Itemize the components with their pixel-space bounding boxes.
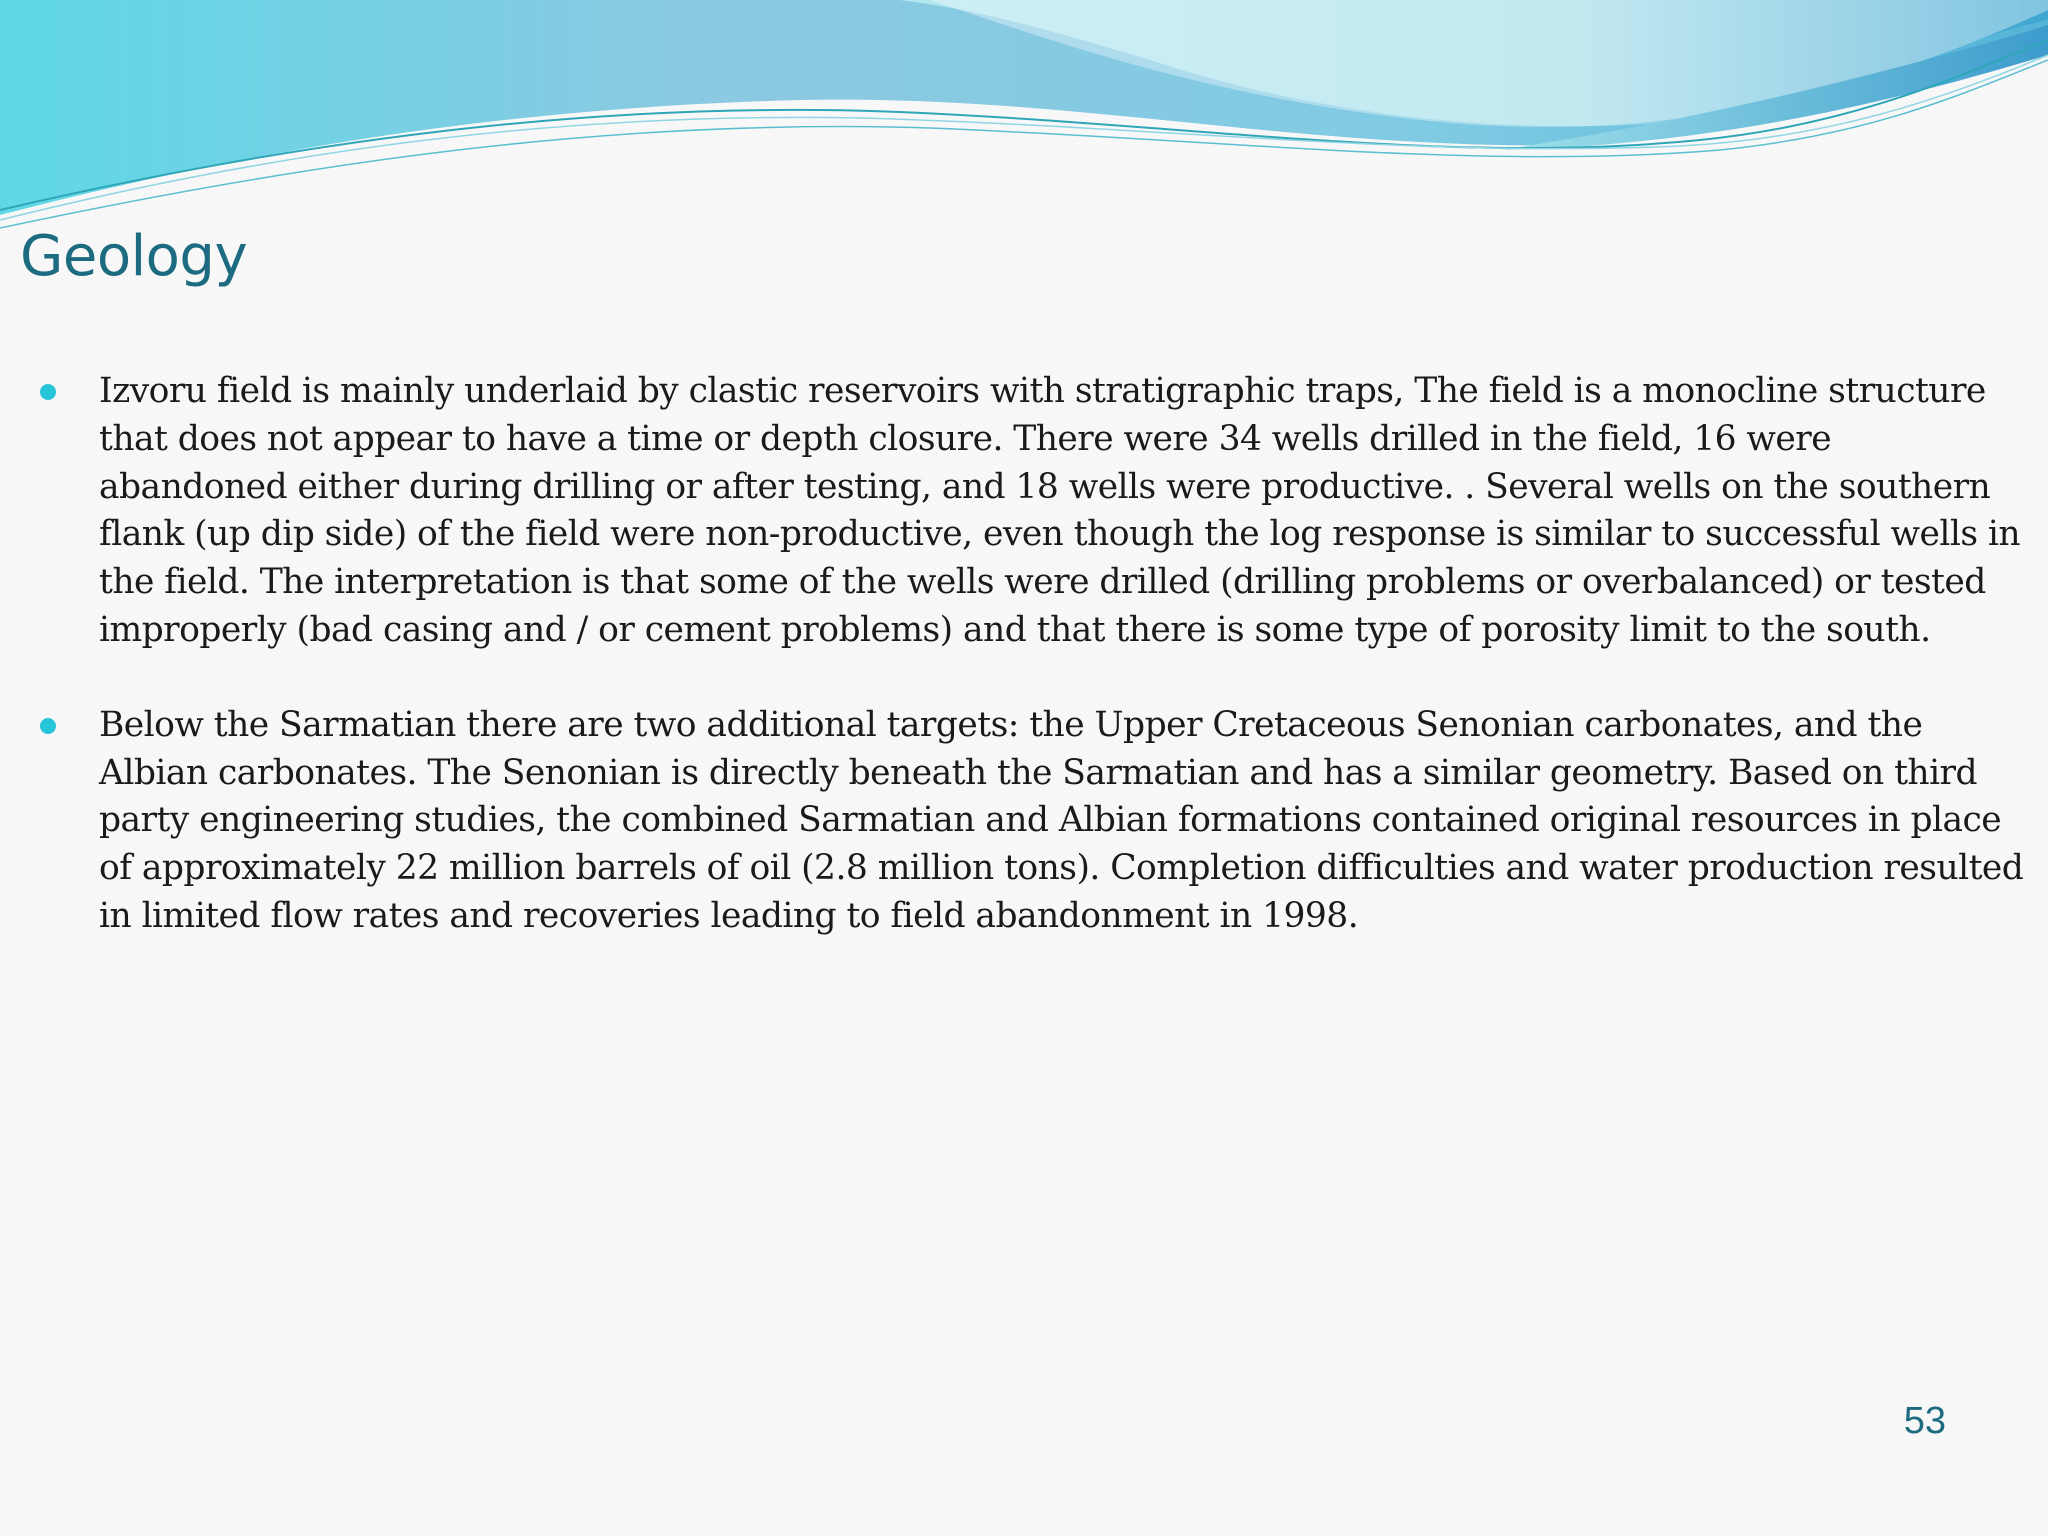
bullet-list bbox=[0, 368, 2048, 941]
bullet-text: Izvoru field is mainly underlaid by clastic reservoirs with stratigraphic traps, The field is a monocline structure that does not appear to have a time or depth closure. There were 34 wells drilled in the field, 16 were abandoned either during drilling or after testing, and 18 wells were productive. . Several wells on the southern flank (up dip side) of the field were non-productive, even though the log response is similar to successful wells in the field. The interpretation is that some of the wells were drilled (drilling problems or overbalanced) or tested improperly (bad casing and / or cement problems) and that there is some type of porosity limit to the south. bbox=[99, 371, 2021, 650]
bullet-dot-icon bbox=[40, 718, 56, 734]
bullet-item-sarmatian-targets bbox=[0, 702, 2048, 941]
header-wave-decoration bbox=[0, 0, 2048, 240]
bullet-item-izvoru-field bbox=[0, 368, 2048, 655]
bullet-dot-icon bbox=[40, 384, 56, 400]
slide-title: Geology bbox=[20, 224, 248, 289]
bullet-text: Below the Sarmatian there are two additional targets: the Upper Cretaceous Senonian carbonates, and the Albian carbonates. The Senonian is directly beneath the Sarmatian and has a similar geometry. Based on third party engineering studies, the combined Sarmatian and Albian formations contained original resources in place of approximately 22 million barrels of oil (2.8 million tons). Completion difficulties and water production resulted in limited flow rates and recoveries leading to field abandonment in 1998. bbox=[99, 704, 2024, 936]
page-number: 53 bbox=[1903, 1400, 1946, 1442]
